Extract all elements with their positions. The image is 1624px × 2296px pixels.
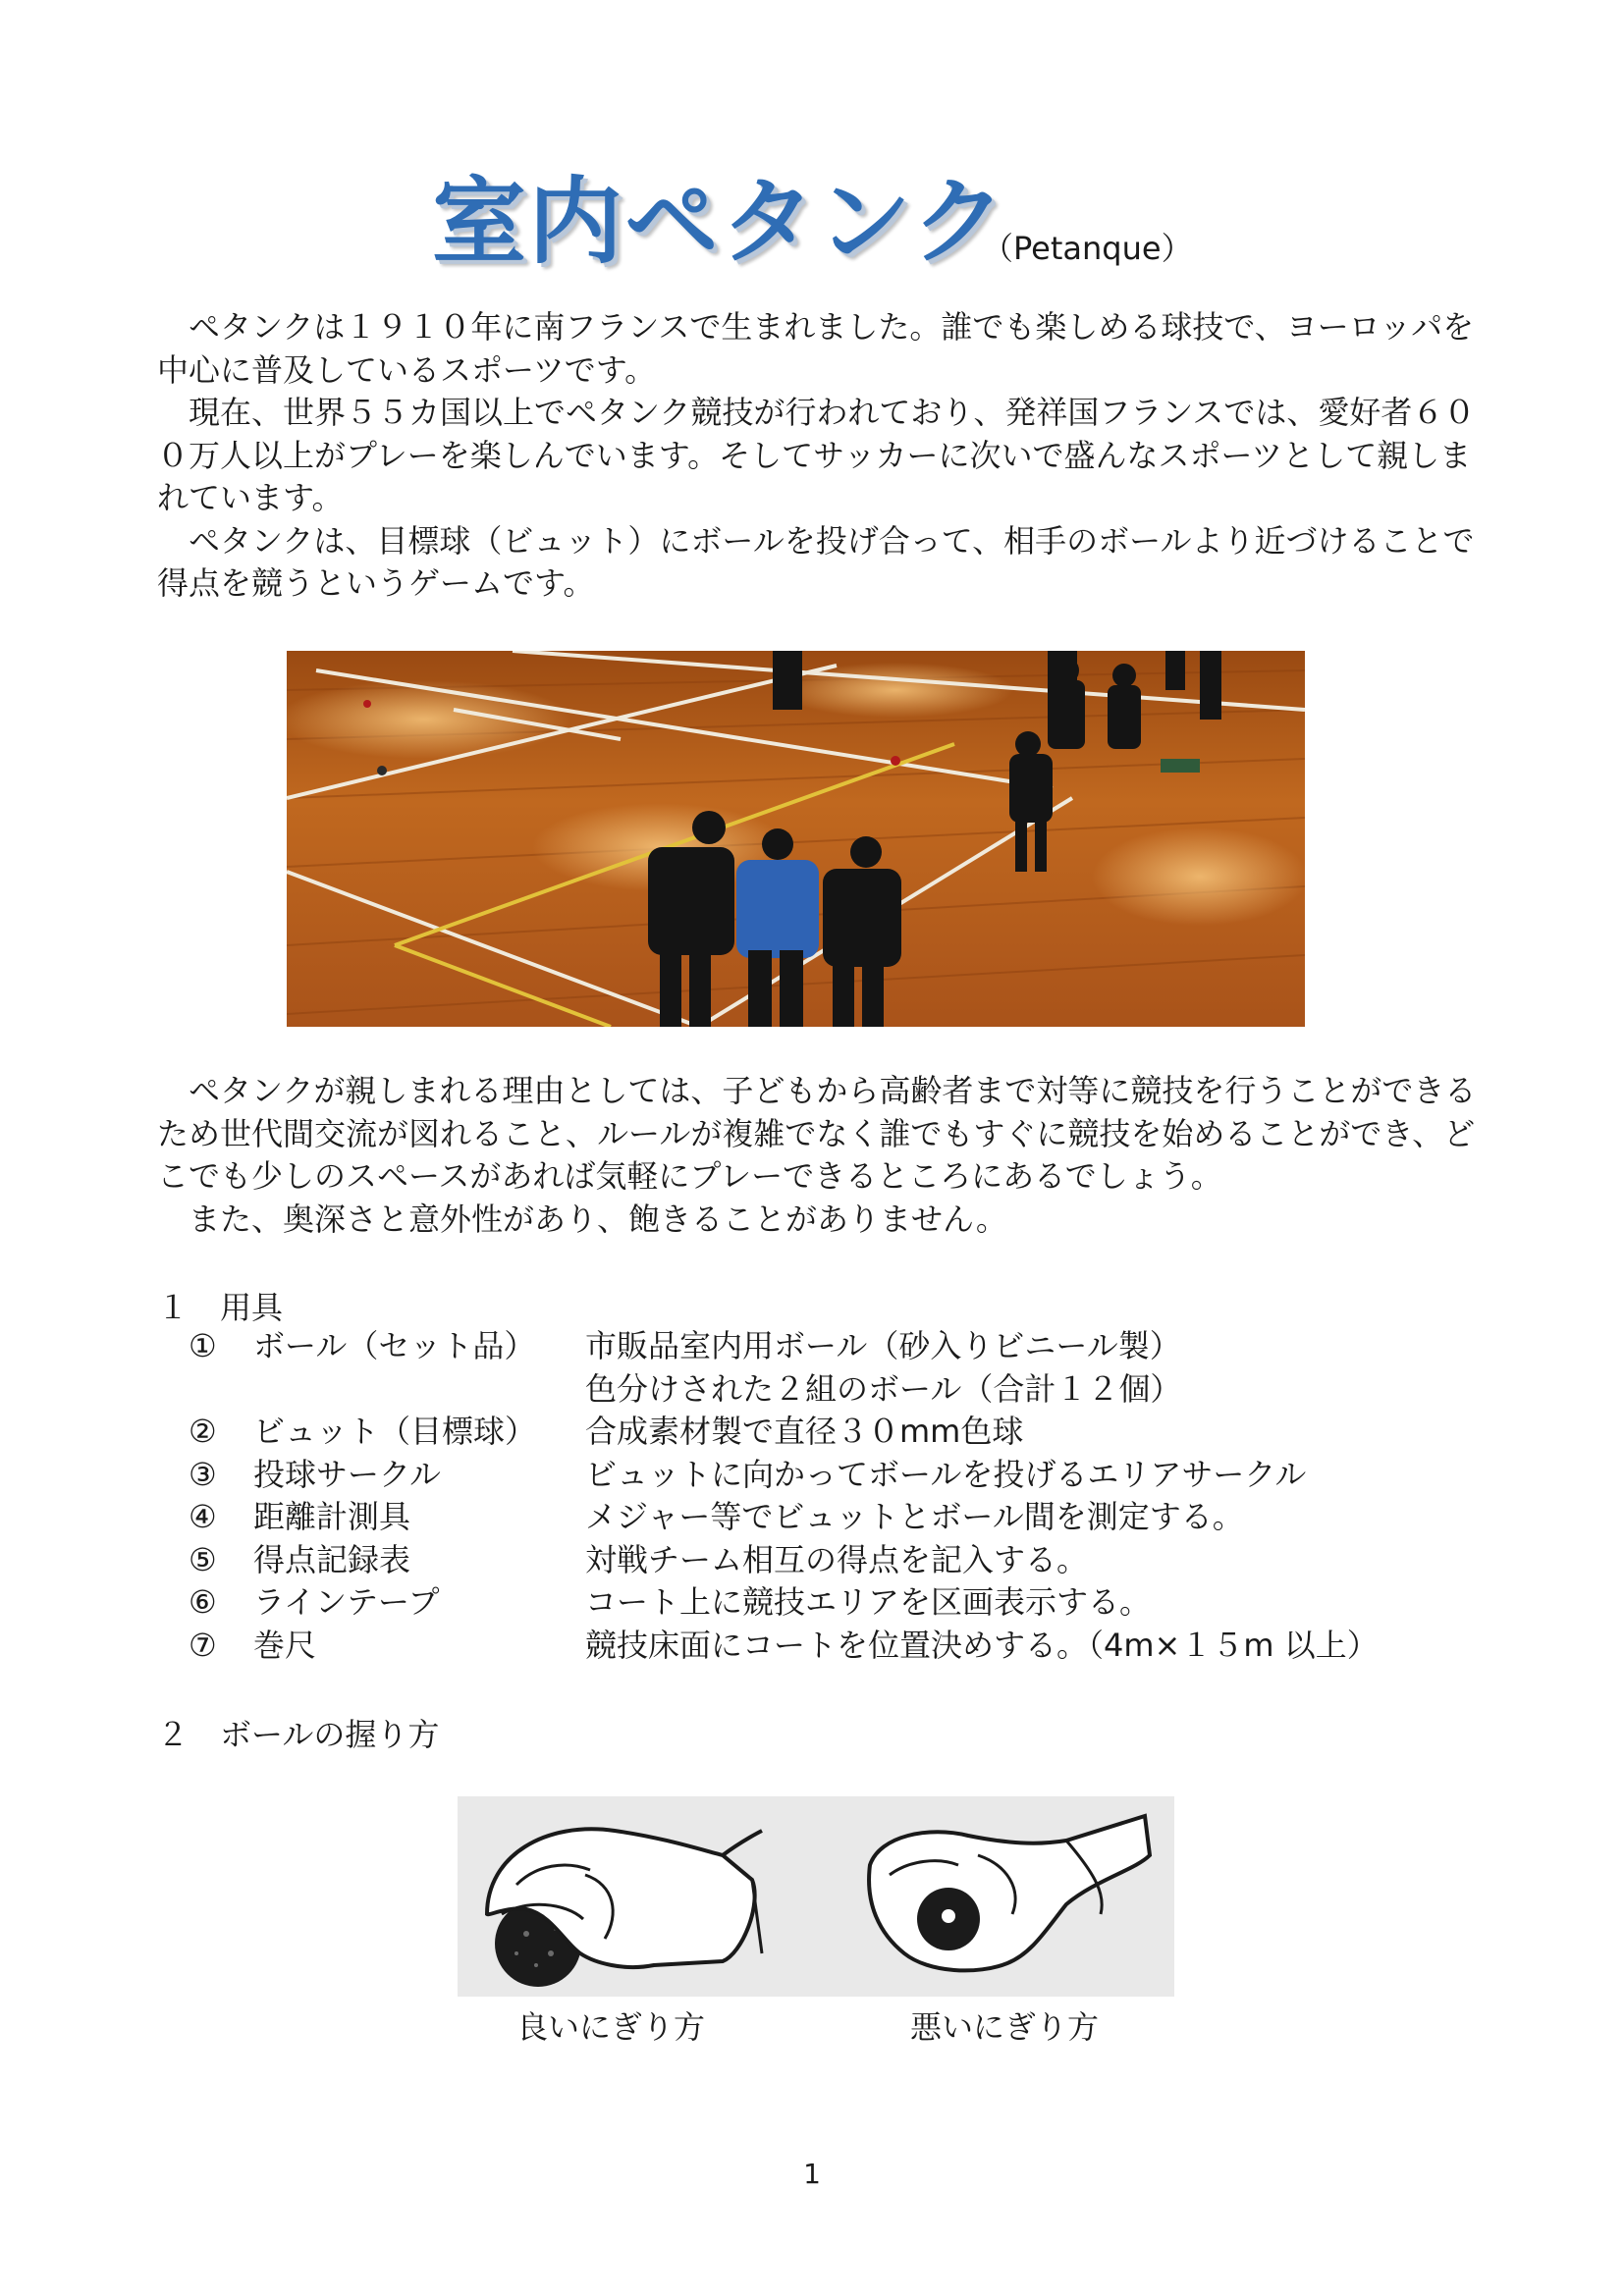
item-name: 得点記録表 bbox=[253, 1540, 411, 1578]
section-number: １ bbox=[157, 1289, 189, 1326]
item-number: ① bbox=[189, 1327, 217, 1364]
item-description: ビュットに向かってボールを投げるエリアサークル bbox=[585, 1455, 1307, 1493]
item-number: ③ bbox=[189, 1455, 217, 1493]
section-heading-grip bbox=[157, 1710, 439, 1755]
item-name: ビュット（目標球） bbox=[253, 1413, 537, 1450]
item-description: 競技床面にコートを位置決めする。（4m×１５m 以上） bbox=[585, 1626, 1379, 1664]
item-number: ④ bbox=[189, 1498, 217, 1535]
reasons-paragraph: ペタンクが親しまれる理由としては、子どもから高齢者まで対等に競技を行うことができるため世代間交流が図れること、ルールが複雑でなく誰でもすぐに競技を始めることができ、どこでも少しのスペースがあれば気軽にプレーできるところにあるでしょう。 bbox=[157, 1072, 1477, 1195]
page-title: 室内ペタンク bbox=[432, 167, 1008, 277]
item-name: 巻尺 bbox=[253, 1626, 317, 1664]
item-number: ② bbox=[189, 1413, 217, 1450]
list-item bbox=[189, 1539, 1379, 1582]
intro-paragraph: ペタンクは１９１０年に南フランスで生まれました。誰でも楽しめる球技で、ヨーロッパを中心に普及しているスポーツです。 bbox=[157, 308, 1475, 389]
page-number: 1 bbox=[803, 2158, 821, 2190]
item-description-line: 市販品室内用ボール（砂入りビニール製） bbox=[585, 1327, 1181, 1364]
item-name: 距離計測具 bbox=[253, 1498, 411, 1535]
ball-grip-illustration bbox=[458, 1796, 1174, 1997]
reasons-text bbox=[157, 1070, 1483, 1241]
item-name: ラインテープ bbox=[253, 1583, 440, 1621]
section-heading-equipment bbox=[157, 1283, 283, 1328]
section-number: ２ bbox=[157, 1716, 189, 1753]
item-description: コート上に競技エリアを区画表示する。 bbox=[585, 1583, 1152, 1621]
intro-paragraph: ペタンクは、目標球（ビュット）にボールを投げ合って、相手のボールより近づけることで得点を競うというゲームです。 bbox=[157, 521, 1475, 602]
item-name: ボール（セット品） bbox=[253, 1327, 536, 1364]
item-description: 対戦チーム相互の得点を記入する。 bbox=[585, 1540, 1089, 1578]
list-item bbox=[189, 1325, 1379, 1411]
section-title: ボールの握り方 bbox=[220, 1716, 440, 1753]
intro-paragraph: 現在、世界５５カ国以上でペタンク競技が行われており、発祥国フランスでは、愛好者６００万人以上がプレーを楽しんでいます。そしてサッカーに次いで盛んなスポーツとして親しまれています。 bbox=[157, 394, 1476, 516]
section-title: 用具 bbox=[220, 1289, 284, 1326]
item-number: ⑥ bbox=[189, 1583, 217, 1621]
equipment-list bbox=[189, 1325, 1379, 1667]
item-description bbox=[585, 1325, 1181, 1411]
list-item bbox=[189, 1625, 1379, 1668]
list-item bbox=[189, 1581, 1379, 1625]
item-number: ⑦ bbox=[189, 1626, 217, 1664]
list-item bbox=[189, 1411, 1379, 1454]
list-item bbox=[189, 1454, 1379, 1497]
item-description-line: 色分けされた２組のボール（合計１２個） bbox=[585, 1369, 1182, 1408]
page-subtitle: （Petanque） bbox=[982, 230, 1193, 267]
item-description: 合成素材製で直径３０mm色球 bbox=[585, 1413, 1024, 1450]
reasons-paragraph: また、奥深さと意外性があり、飽きることがありません。 bbox=[189, 1200, 1007, 1238]
item-description: メジャー等でビュットとボール間を測定する。 bbox=[585, 1498, 1244, 1535]
petanque-gym-photo bbox=[287, 651, 1305, 1027]
bad-grip-caption: 悪いにぎり方 bbox=[910, 2008, 1100, 2046]
good-grip-caption: 良いにぎり方 bbox=[516, 2008, 706, 2046]
intro-text bbox=[157, 306, 1483, 606]
item-number: ⑤ bbox=[189, 1540, 217, 1578]
item-name: 投球サークル bbox=[253, 1455, 442, 1493]
list-item bbox=[189, 1496, 1379, 1539]
